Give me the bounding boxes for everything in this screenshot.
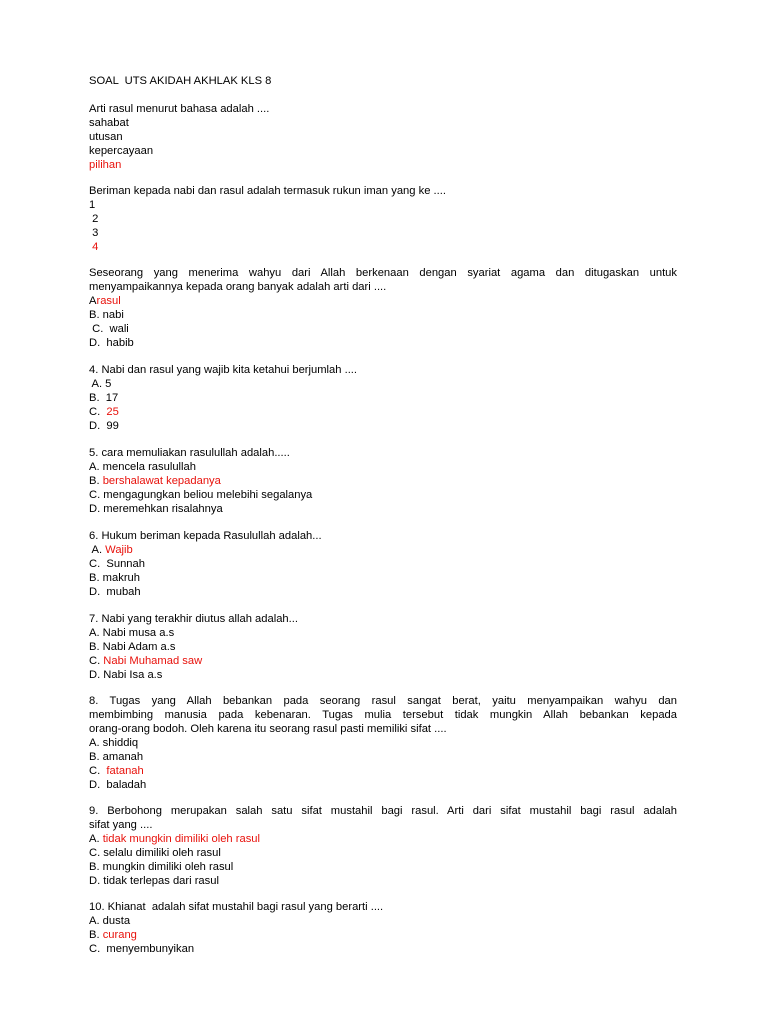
- q6-question: 6. Hukum beriman kepada Rasulullah adalah...: [89, 530, 322, 542]
- q3-option-c: C. wali: [89, 323, 129, 335]
- q6-option-b: B. makruh: [89, 572, 140, 584]
- q3-answer-text: rasul: [96, 295, 121, 307]
- q9-question-line: 9. Berbohong merupakan salah satu sifat mustahil bagi rasul. Arti dari sifat mustahil bagi rasul adalah: [89, 805, 677, 817]
- q10-option-a: A. dusta: [89, 915, 131, 927]
- q2-option: 1: [89, 199, 96, 211]
- q10-option-c: C. menyembunyikan: [89, 943, 195, 955]
- q7-option-a: A. Nabi musa a.s: [89, 627, 175, 639]
- q10-question: 10. Khianat adalah sifat mustahil bagi rasul yang berarti ....: [89, 901, 384, 913]
- q3-option-d: D. habib: [89, 337, 134, 349]
- q6-option-d: D. mubah: [89, 586, 141, 598]
- q3-option-b: B. nabi: [89, 309, 124, 321]
- q4-answer-text: 25: [106, 406, 119, 418]
- q1-option: kepercayaan: [89, 145, 154, 157]
- q1-option: utusan: [89, 131, 123, 143]
- q7-option-c: [89, 654, 677, 668]
- q2-question: Beriman kepada nabi dan rasul adalah termasuk rukun iman yang ke ....: [89, 185, 446, 197]
- q8-question-line: membimbing manusia pada kebenaran. Tugas mulia tersebut tidak mungkin Allah bebankan kepada: [89, 709, 677, 721]
- q5-option-c: C. mengagungkan beliou melebihi segalanya: [89, 489, 313, 501]
- q3-question-line: Seseorang yang menerima wahyu dari Allah berkenaan dengan syariat agama dan ditugaskan untuk: [89, 267, 677, 279]
- q10-option-b: [89, 928, 677, 942]
- q8-option-a: A. shiddiq: [89, 737, 139, 749]
- q4-option-b: B. 17: [89, 392, 119, 404]
- q2-answer-option: 4: [89, 241, 99, 253]
- option-letter: C.: [89, 765, 107, 777]
- q9-option-a: [89, 832, 677, 846]
- option-letter: B.: [89, 929, 103, 941]
- q8-question-line: orang-orang bodoh. Oleh karena itu seorang rasul pasti memiliki sifat ....: [89, 723, 447, 735]
- option-letter: A.: [89, 544, 106, 556]
- q7-option-b: B. Nabi Adam a.s: [89, 641, 176, 653]
- q8-option-d: D. baladah: [89, 779, 147, 791]
- q9-option-c: C. selalu dimiliki oleh rasul: [89, 847, 221, 859]
- q6-option-a: [89, 543, 677, 557]
- q1-answer-option: pilihan: [89, 159, 122, 171]
- q4-option-a: A. 5: [89, 378, 112, 390]
- q8-option-b: B. amanah: [89, 751, 144, 763]
- q2-option: 2: [89, 213, 99, 225]
- q7-option-d: D. Nabi Isa a.s: [89, 669, 163, 681]
- q8-question-line: 8. Tugas yang Allah bebankan pada seorang rasul sangat berat, yaitu menyampaikan wahyu dan: [89, 695, 677, 707]
- q6-answer-text: Wajib: [105, 544, 133, 556]
- q3-question-line: menyampaikannya kepada orang banyak adalah arti dari ....: [89, 281, 387, 293]
- q7-question: 7. Nabi yang terakhir diutus allah adalah...: [89, 613, 298, 625]
- q4-option-d: D. 99: [89, 420, 119, 432]
- option-letter: C.: [89, 406, 107, 418]
- q5-option-a: A. mencela rasulullah: [89, 461, 196, 473]
- q10-answer-text: curang: [102, 929, 137, 941]
- q8-option-c: [89, 764, 677, 778]
- q5-option-d: D. meremehkan risalahnya: [89, 503, 223, 515]
- q2-option: 3: [89, 227, 99, 239]
- option-letter: C.: [89, 655, 104, 667]
- q1-option: sahabat: [89, 117, 129, 129]
- q4-option-c: [89, 405, 677, 419]
- q9-answer-text: tidak mungkin dimiliki oleh rasul: [102, 833, 261, 845]
- q8-answer-text: fatanah: [106, 765, 144, 777]
- q9-option-d: D. tidak terlepas dari rasul: [89, 875, 219, 887]
- q9-option-b: B. mungkin dimiliki oleh rasul: [89, 861, 234, 873]
- option-letter: B.: [89, 475, 103, 487]
- q4-question: 4. Nabi dan rasul yang wajib kita ketahui berjumlah ....: [89, 364, 358, 376]
- q1-question: Arti rasul menurut bahasa adalah ....: [89, 103, 270, 115]
- q9-question-line: sifat yang ....: [89, 819, 153, 831]
- q3-option-a: [89, 294, 677, 308]
- document-title: SOAL UTS AKIDAH AKHLAK KLS 8: [89, 75, 272, 87]
- q6-option-c: C. Sunnah: [89, 558, 145, 570]
- q5-question: 5. cara memuliakan rasulullah adalah.....: [89, 447, 290, 459]
- q5-answer-text: bershalawat kepadanya: [102, 475, 221, 487]
- option-letter: A: [89, 295, 97, 307]
- q7-answer-text: Nabi Muhamad saw: [103, 655, 203, 667]
- q5-option-b: [89, 474, 677, 488]
- option-letter: A.: [89, 833, 103, 845]
